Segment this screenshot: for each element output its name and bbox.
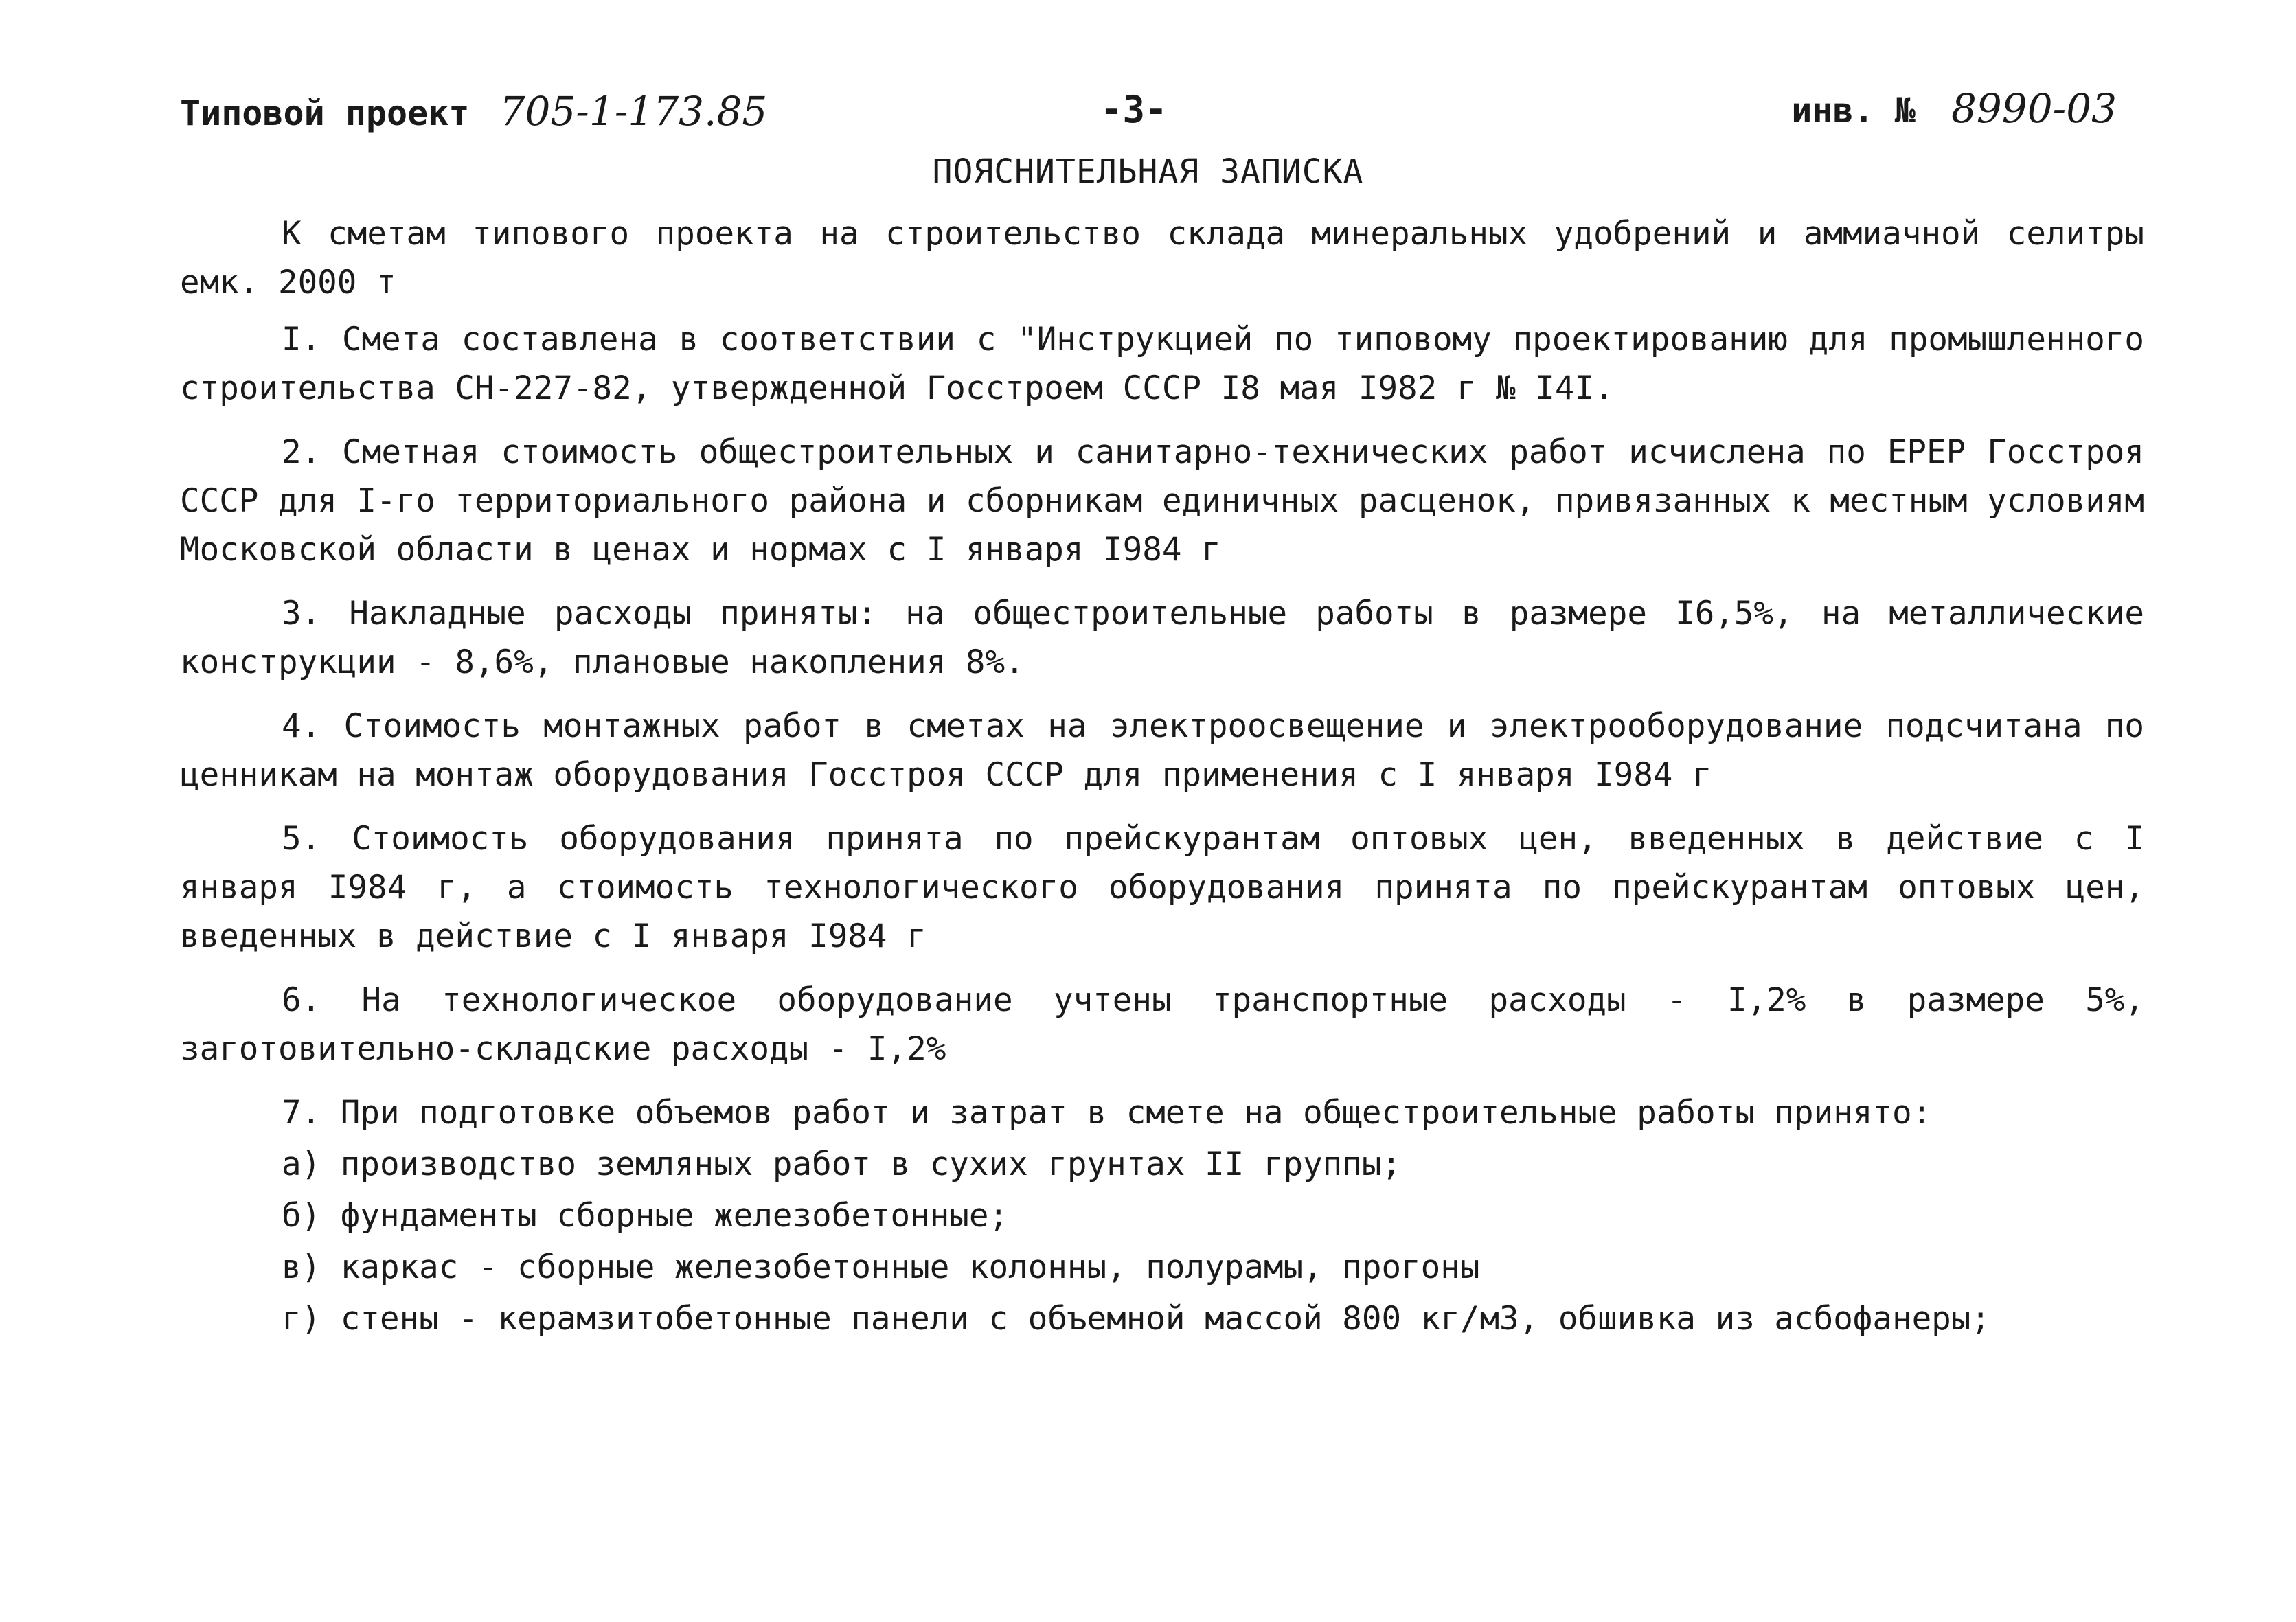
- document-body: [180, 209, 2144, 1346]
- paragraph-1: I. Смета составлена в соответствии с "Инструкцией по типовому проектированию для промышленного строительства СН-227-82, утвержденной Госстроем СССР I8 мая I982 г № I4I.: [180, 321, 2144, 407]
- inv-label: инв. №: [1791, 91, 1916, 130]
- paragraph-4: 4. Стоимость монтажных работ в сметах на электроосвещение и электрооборудование подсчитана по ценникам на монтаж оборудования Госстроя СССР для применения с I января I984 г: [180, 707, 2144, 794]
- list-item-d: г) стены - керамзитобетонные панели с объемной массой 800 кг/м3, обшивка из асбофанеры;: [282, 1300, 1990, 1338]
- document-title: ПОЯСНИТЕЛЬНАЯ ЗАПИСКА: [932, 152, 1364, 191]
- paragraph-2: 2. Сметная стоимость общестроительных и санитарно-технических работ исчислена по ЕРЕР Госстроя СССР для I-го территориального района и сборникам единичных расценок, привязанных к местным условиям Московской области в ценах и нормах с I января I984 г: [180, 433, 2144, 569]
- project-number: 705-1-173.85: [499, 88, 768, 135]
- paragraph-3: 3. Накладные расходы приняты: на общестроительные работы в размере I6,5%, на металлические конструкции - 8,6%, плановые накопления 8%.: [180, 595, 2144, 681]
- inv-number: 8990-03: [1951, 85, 2117, 132]
- paragraph-6: 6. На технологическое оборудование учтены транспортные расходы - I,2% в размере 5%, заготовительно-складские расходы - I,2%: [180, 981, 2144, 1068]
- paragraph-7: 7. При подготовке объемов работ и затрат в смете на общестроительные работы принято:: [282, 1094, 1932, 1132]
- page-header: [180, 81, 2117, 143]
- list-item-b: б) фундаменты сборные железобетонные;: [282, 1197, 1009, 1235]
- inventory-number: [1791, 85, 2117, 132]
- project-label: Типовой проект: [180, 93, 470, 133]
- list-item-a: а) производство земляных работ в сухих грунтах II группы;: [282, 1145, 1402, 1183]
- project-designation: [180, 88, 767, 135]
- list-item-c: в) каркас - сборные железобетонные колонны, полурамы, прогоны: [282, 1248, 1480, 1286]
- paragraph-5: 5. Стоимость оборудования принята по прейскурантам оптовых цен, введенных в действие с I января I984 г, а стоимость технологического оборудования принята по прейскурантам оптовых цен, введенных в действие с I января I984 г: [180, 820, 2144, 955]
- intro-paragraph: К сметам типового проекта на строительство склада минеральных удобрений и аммиачной селитры емк. 2000 т: [180, 215, 2144, 301]
- page-number: -3-: [1100, 88, 1168, 131]
